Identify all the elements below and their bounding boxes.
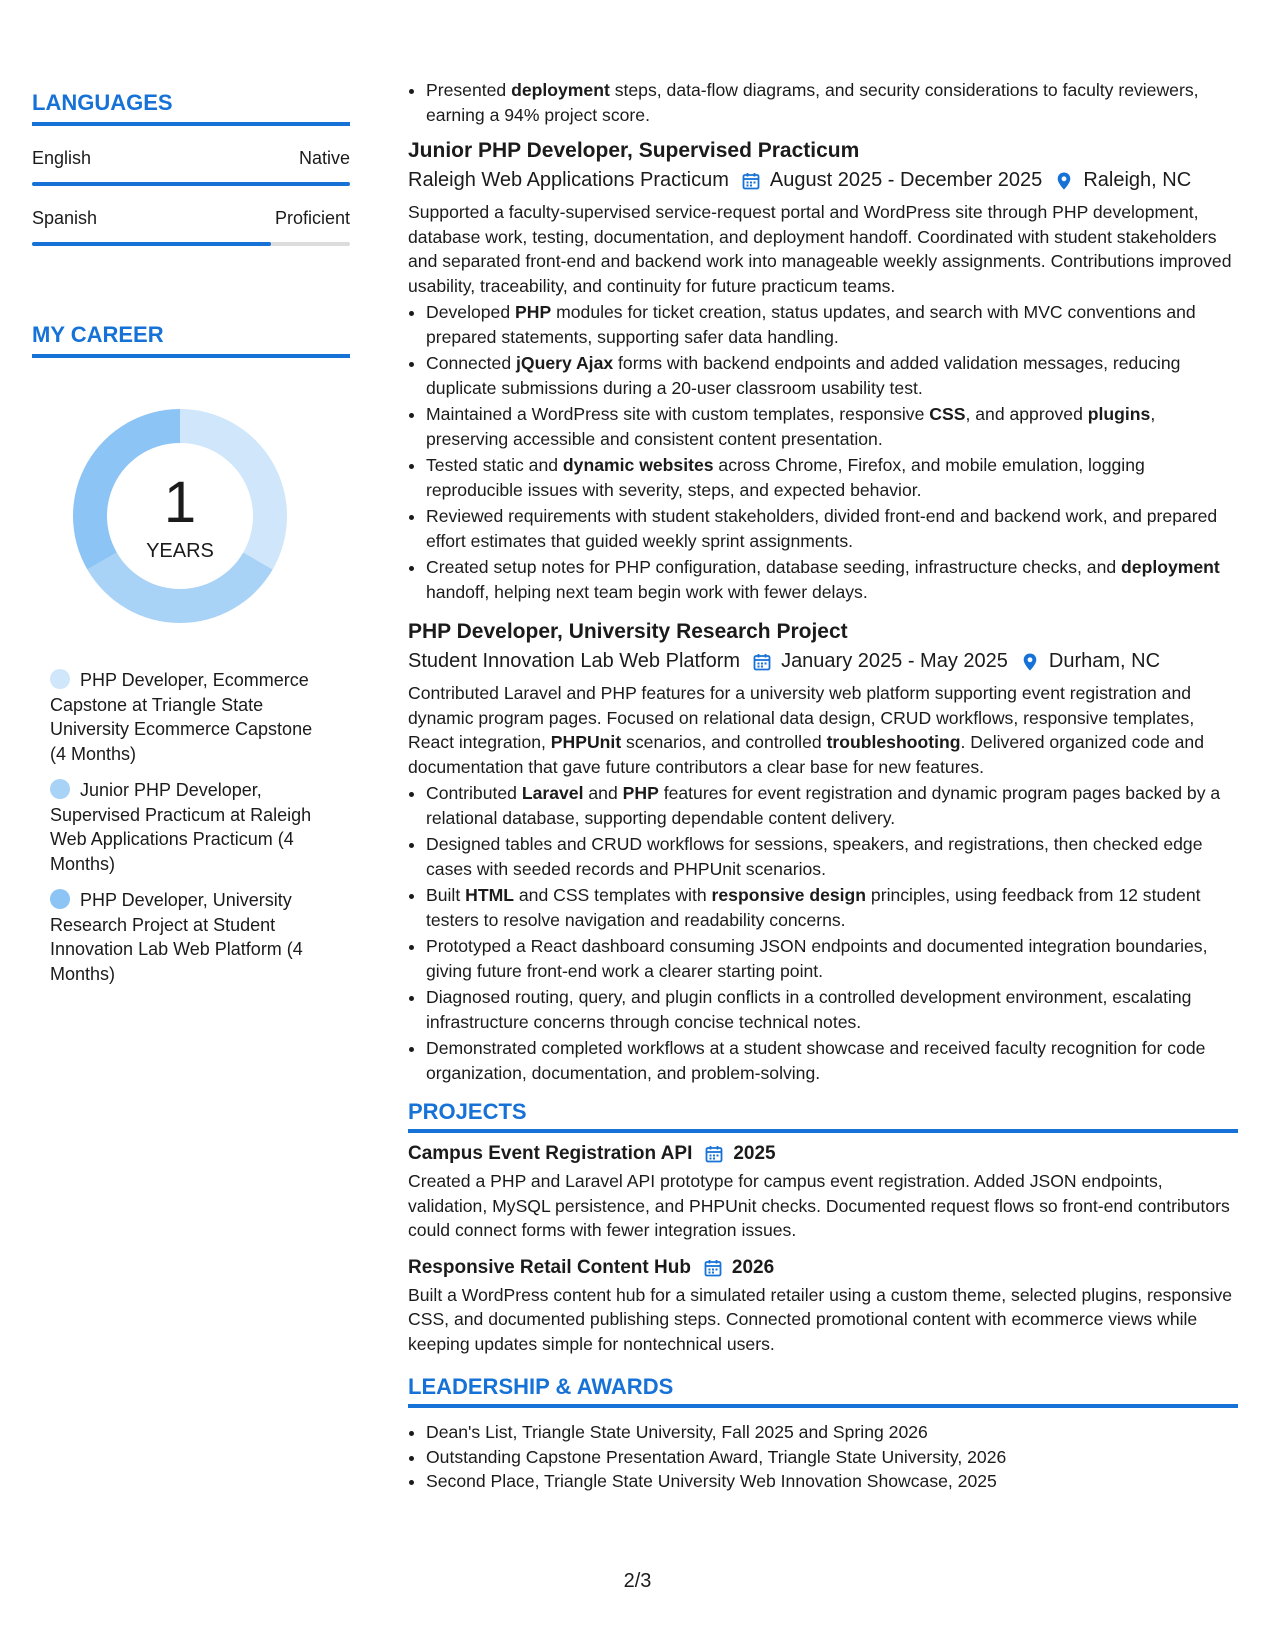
bullet-item: [426, 781, 1238, 830]
map-pin-icon: [1054, 171, 1074, 191]
career-heading: MY CAREER: [32, 322, 350, 358]
job-location: Raleigh, NC: [1083, 169, 1192, 191]
text-run: . Delivered organized code and documentation that gave future contributors a clear base for new features.: [408, 732, 1204, 777]
bullet-item: [426, 883, 1238, 932]
text-run: Presented: [426, 80, 512, 100]
text-run: Connected: [426, 353, 516, 373]
bold-text: jQuery Ajax: [516, 353, 614, 373]
text-run: and CSS templates with: [513, 885, 712, 905]
text-run: , preserving accessible and consistent content presentation.: [426, 404, 1156, 449]
calendar-icon: [703, 1258, 723, 1278]
text-run: features for event registration and dynamic program pages backed by a relational database, supporting dependable content delivery.: [426, 783, 1221, 828]
project-year: 2026: [731, 1256, 775, 1278]
project-year: 2025: [733, 1143, 776, 1164]
job-entry: [408, 620, 1238, 1085]
job-bullets: [408, 781, 1238, 1085]
award-item: • Outstanding Capstone Presentation Award, Triangle State University, 2026: [426, 1445, 1238, 1470]
project-title: Responsive Retail Content Hub: [408, 1256, 691, 1278]
job-bullets: [408, 300, 1238, 604]
language-level: Proficient: [274, 208, 350, 228]
language-row: [32, 208, 350, 229]
language-level-bar: [32, 182, 350, 186]
job-company: Student Innovation Lab Web Platform: [408, 650, 741, 672]
language-name: Spanish: [32, 208, 98, 228]
language-level: Native: [298, 148, 350, 168]
project-entry: [408, 1257, 1238, 1357]
text-run: handoff, helping next team begin work with fewer delays.: [426, 581, 868, 602]
text-run: modules for ticket creation, status updates, and search with MVC conventions and prepared statements, supporting safer data handling.: [426, 302, 1196, 347]
career-legend: [50, 668, 330, 986]
main-content: [408, 78, 1238, 1494]
career-years-number: 1: [163, 470, 197, 535]
text-run: Reviewed requirements with student stakeholders, divided front-end and backend work, and prepared effort estimates that guided weekly sprint assignments.: [426, 506, 1218, 551]
bold-text: PHP: [622, 783, 659, 803]
calendar-icon: [741, 171, 761, 191]
map-pin-icon: [1020, 652, 1040, 672]
text-run: Tested static and: [426, 455, 563, 475]
award-item: • Dean's List, Triangle State University, Fall 2025 and Spring 2026: [426, 1420, 1238, 1445]
bullet-item: [426, 504, 1238, 553]
languages-heading: LANGUAGES: [32, 90, 350, 126]
projects-list: [408, 1143, 1238, 1356]
bold-text: plugins: [1087, 404, 1151, 424]
text-run: Created setup notes for PHP configuration, database seeding, infrastructure checks, and: [426, 557, 1122, 577]
bullet-item: [426, 1036, 1238, 1085]
award-item: • Second Place, Triangle State University Web Innovation Showcase, 2025: [426, 1469, 1238, 1494]
job-dates: January 2025 - May 2025: [781, 650, 1008, 672]
project-description: Created a PHP and Laravel API prototype for campus event registration. Added JSON endpoints, validation, MySQL persistence, and PHPUnit checks. Documented request flows so front-end contributors could connect forms with fewer integration issues.: [408, 1171, 1230, 1240]
bold-text: deployment: [1121, 557, 1220, 577]
text-run: and: [583, 783, 623, 803]
text-run: across Chrome, Firefox, and mobile emulation, logging reproducible issues with severity, steps, and expected behavior.: [426, 455, 1145, 500]
language-level-bar: [32, 242, 350, 246]
text-run: , and approved: [965, 404, 1088, 424]
text-run: Built: [426, 885, 466, 905]
job-title: Junior PHP Developer, Supervised Practicum: [408, 139, 860, 162]
language-name: English: [32, 148, 92, 168]
text-run: Diagnosed routing, query, and plugin conflicts in a controlled development environment, escalating infrastructure concerns through concise technical notes.: [426, 987, 1192, 1032]
language-level-fill: [32, 182, 350, 186]
job-dates: August 2025 - December 2025: [769, 169, 1043, 191]
project-title-row: [408, 1143, 1238, 1165]
text-run: scenarios, and controlled: [621, 732, 827, 752]
job-company: Raleigh Web Applications Practicum: [408, 169, 729, 191]
legend-label: PHP Developer, University Research Project at Student Innovation Lab Web Platform (4 Months): [50, 890, 303, 984]
job-location: Durham, NC: [1048, 650, 1161, 672]
language-row: [32, 148, 350, 169]
project-title: Campus Event Registration API: [408, 1143, 693, 1164]
career-years-unit: YEARS: [146, 540, 214, 562]
projects-heading: PROJECTS: [408, 1099, 1238, 1133]
calendar-icon: [752, 652, 772, 672]
awards-list: [408, 1420, 1238, 1494]
experience-list: [408, 139, 1238, 1085]
legend-label: Junior PHP Developer, Supervised Practicum at Raleigh Web Applications Practicum (4 Months): [50, 780, 312, 874]
text-run: forms with backend endpoints and added validation messages, reducing duplicate submissions during a 20-user classroom usability test.: [426, 353, 1181, 398]
bold-text: CSS: [929, 404, 966, 424]
text-run: Contributed Laravel and PHP features for a university web platform supporting event registration and dynamic program pages. Focused on relational data design, CRUD workflows, responsive templates, React integration,: [408, 683, 1195, 752]
text-run: steps, data-flow diagrams, and security considerations to faculty reviewers, earning a 94% project score.: [426, 80, 1199, 125]
bullet-item: [426, 453, 1238, 502]
text-run: Supported a faculty-supervised service-request portal and WordPress site through PHP development, database work, testing, documentation, and deployment handoff. Coordinated with student stakeholders and separated front-end and backend work into manageable weekly assignments. Contributions improved usability, traceability, and continuity for future practicum teams.: [408, 202, 1232, 296]
bullet-item: [426, 934, 1238, 983]
career-legend-item: [50, 778, 330, 876]
bullet-item: [426, 351, 1238, 400]
project-entry: [408, 1143, 1238, 1243]
text-run: Developed: [426, 302, 516, 322]
bullet-item: [426, 832, 1238, 881]
text-run: Contributed: [426, 783, 522, 803]
career-legend-item: [50, 668, 330, 766]
donut-segment: [87, 553, 272, 624]
career-legend-item: [50, 888, 330, 986]
sidebar: [32, 90, 350, 998]
project-title-row: [408, 1257, 1238, 1279]
job-meta: [408, 169, 1238, 192]
bold-text: Laravel: [521, 783, 584, 803]
bold-text: PHPUnit: [550, 732, 622, 752]
language-level-fill: [32, 242, 271, 246]
bold-text: PHP: [515, 302, 552, 322]
bold-text: dynamic websites: [562, 455, 714, 475]
job-meta: [408, 650, 1238, 673]
legend-label: PHP Developer, Ecommerce Capstone at Triangle State University Ecommerce Capstone (4 Months): [50, 670, 313, 764]
bold-text: deployment: [511, 80, 610, 100]
languages-list: [32, 148, 350, 246]
job-title: PHP Developer, University Research Project: [408, 620, 848, 643]
bullet-item: [426, 300, 1238, 349]
bullet-item: [426, 985, 1238, 1034]
job-entry: [408, 139, 1238, 604]
text-run: Demonstrated completed workflows at a student showcase and received faculty recognition for code organization, documentation, and problem-solving.: [426, 1038, 1206, 1083]
text-run: Designed tables and CRUD workflows for sessions, speakers, and registrations, then checked edge cases with seeded records and PHPUnit scenarios.: [426, 834, 1203, 879]
page-number: 2/3: [623, 1570, 652, 1592]
bold-text: HTML: [465, 885, 514, 905]
career-donut: [66, 402, 294, 630]
text-run: Prototyped a React dashboard consuming JSON endpoints and documented integration boundaries, giving future front-end work a clearer starting point.: [426, 936, 1208, 981]
bullet-item: [426, 402, 1238, 451]
text-run: Maintained a WordPress site with custom templates, responsive: [426, 404, 930, 424]
bullet-item: [426, 78, 1238, 127]
bold-text: troubleshooting: [826, 732, 961, 752]
legend-dot: [50, 669, 70, 689]
awards-heading: LEADERSHIP & AWARDS: [408, 1374, 1238, 1408]
legend-dot: [50, 779, 70, 799]
legend-dot: [50, 889, 70, 909]
bold-text: responsive design: [711, 885, 867, 905]
calendar-icon: [704, 1144, 724, 1164]
project-description: Built a WordPress content hub for a simulated retailer using a custom theme, selected plugins, responsive CSS, and documented publishing steps. Connected promotional content with ecommerce views while keeping updates simple for nontechnical users.: [408, 1284, 1233, 1354]
top-bullets: [408, 78, 1238, 127]
bullet-item: [426, 555, 1238, 604]
text-run: principles, using feedback from 12 student testers to resolve navigation and readability concerns.: [426, 885, 1201, 930]
job-description: [408, 681, 1238, 779]
job-description: [408, 200, 1238, 298]
